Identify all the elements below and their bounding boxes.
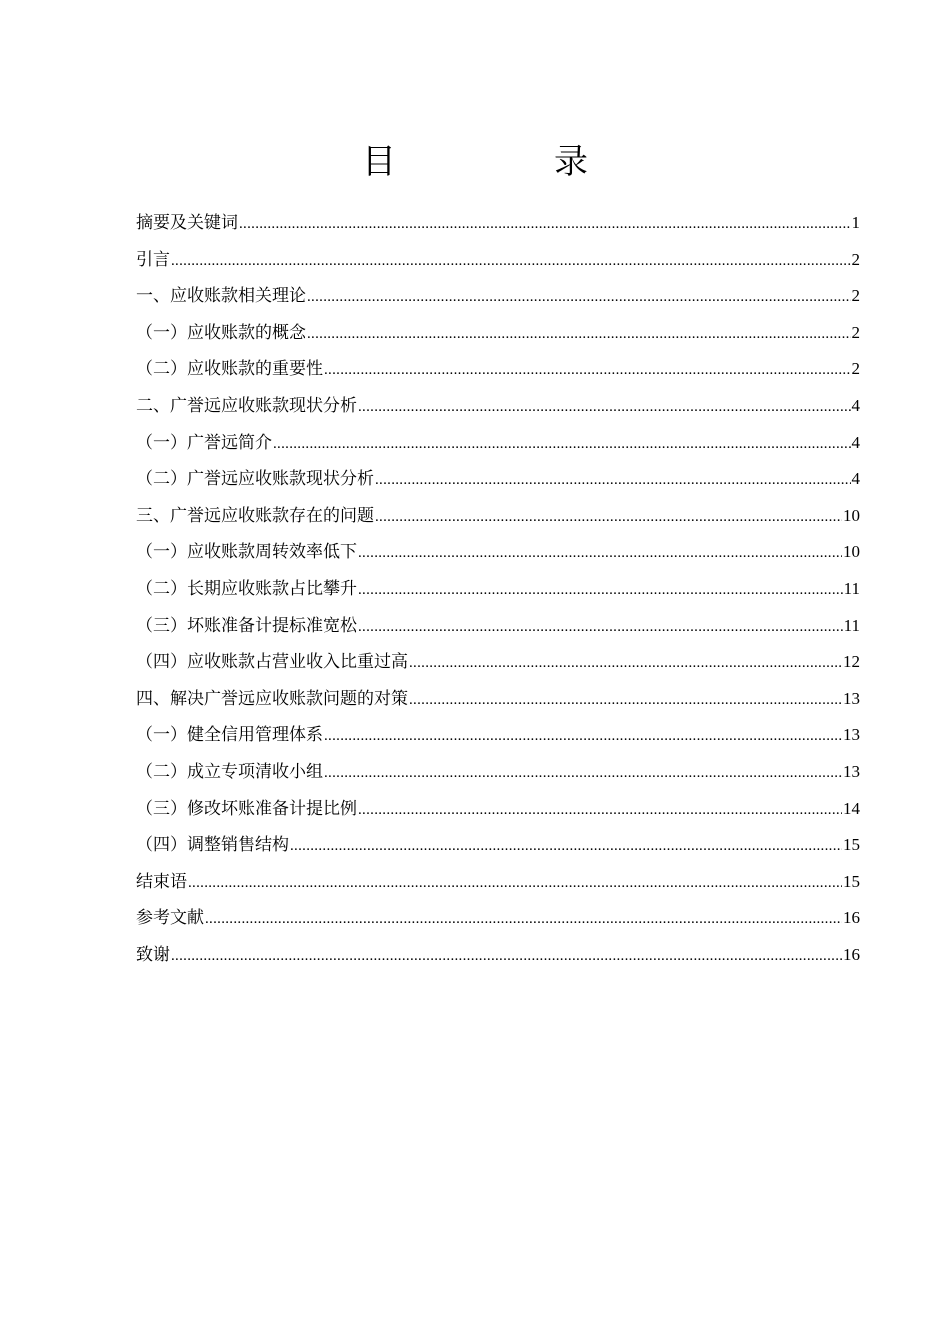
toc-dot-leader (171, 246, 851, 276)
toc-entry-page-number: 13 (843, 725, 860, 745)
toc-entry-label: （一）广誉远简介 (136, 432, 272, 453)
toc-entry[interactable] (136, 720, 860, 757)
toc-entry[interactable] (136, 867, 860, 904)
toc-entry-page-number: 10 (843, 542, 860, 562)
toc-entry-page-number: 4 (851, 432, 860, 452)
toc-entry[interactable] (136, 245, 860, 282)
toc-entry[interactable] (136, 757, 860, 794)
toc-entry-page-number: 2 (851, 359, 860, 379)
toc-entry-page-number: 12 (843, 652, 860, 672)
toc-entry-page-number: 13 (843, 761, 860, 781)
toc-entry-label: 摘要及关键词 (136, 213, 238, 233)
toc-dot-leader (324, 355, 851, 385)
toc-entry-label: 一、应收账款相关理论 (136, 286, 306, 307)
toc-entry-label: （三）坏账准备计提标准宽松 (136, 615, 357, 636)
toc-dot-leader (358, 795, 842, 825)
toc-entry-label: 四、解决广誉远应收账款问题的对策 (136, 688, 408, 709)
toc-entry-page-number: 15 (843, 835, 860, 855)
toc-dot-leader (324, 721, 842, 751)
toc-dot-leader (324, 758, 842, 788)
toc-entry-page-number: 2 (851, 249, 860, 269)
toc-entry-label: 三、广誉远应收账款存在的问题 (136, 505, 374, 526)
toc-dot-leader (307, 282, 851, 312)
toc-entry[interactable] (136, 574, 860, 611)
toc-entry-label: 二、广誉远应收账款现状分析 (136, 395, 357, 416)
toc-entry[interactable] (136, 537, 860, 574)
toc-entry-page-number: 16 (843, 908, 860, 928)
toc-entry[interactable] (136, 464, 860, 501)
toc-dot-leader (358, 612, 843, 642)
toc-entry[interactable] (136, 208, 860, 245)
toc-entry-label: （一）应收账款周转效率低下 (136, 542, 357, 563)
toc-entry-page-number: 11 (843, 615, 860, 635)
toc-entry[interactable] (136, 391, 860, 428)
toc-dot-leader (273, 429, 851, 459)
toc-entry-label: 参考文献 (136, 908, 204, 929)
toc-entry-label: （二）广誉远应收账款现状分析 (136, 469, 374, 490)
toc-dot-leader (290, 831, 842, 861)
toc-entry[interactable] (136, 940, 860, 977)
toc-entry-label: （一）健全信用管理体系 (136, 725, 323, 746)
toc-entry-label: 结束语 (136, 871, 187, 892)
toc-entry-page-number: 4 (851, 395, 860, 415)
toc-entry-page-number: 15 (843, 871, 860, 891)
toc-entry-page-number: 11 (843, 578, 860, 598)
toc-entry-label: （二）成立专项清收小组 (136, 761, 323, 782)
toc-entry[interactable] (136, 281, 860, 318)
toc-entry[interactable] (136, 903, 860, 940)
toc-entry[interactable] (136, 501, 860, 538)
toc-entry-label: 引言 (136, 249, 170, 270)
toc-dot-leader (375, 465, 851, 495)
toc-dot-leader (409, 685, 842, 715)
toc-entry[interactable] (136, 428, 860, 465)
toc-entry[interactable] (136, 318, 860, 355)
table-of-contents (136, 208, 860, 976)
toc-dot-leader (409, 648, 842, 678)
toc-entry[interactable] (136, 611, 860, 648)
toc-entry[interactable] (136, 684, 860, 721)
toc-entry-page-number: 2 (851, 322, 860, 342)
toc-entry-page-number: 2 (851, 286, 860, 306)
toc-dot-leader (307, 319, 851, 349)
toc-entry-label: （一）应收账款的概念 (136, 322, 306, 343)
toc-entry-page-number: 13 (843, 688, 860, 708)
toc-entry[interactable] (136, 794, 860, 831)
toc-dot-leader (358, 575, 843, 605)
toc-dot-leader (188, 868, 842, 898)
toc-entry-page-number: 4 (851, 469, 860, 489)
page-title: 目 录 (362, 142, 650, 182)
toc-entry-page-number: 10 (843, 505, 860, 525)
toc-dot-leader (239, 209, 851, 239)
toc-entry-label: （四）调整销售结构 (136, 835, 289, 856)
toc-dot-leader (375, 502, 842, 532)
toc-entry-page-number: 1 (851, 213, 860, 232)
toc-entry-label: （二）长期应收账款占比攀升 (136, 578, 357, 599)
toc-dot-leader (171, 941, 842, 971)
toc-dot-leader (358, 538, 842, 568)
toc-entry-label: （三）修改坏账准备计提比例 (136, 798, 357, 819)
toc-entry[interactable] (136, 830, 860, 867)
toc-entry-page-number: 16 (843, 944, 860, 964)
toc-entry-page-number: 14 (843, 798, 860, 818)
toc-entry[interactable] (136, 354, 860, 391)
toc-dot-leader (205, 904, 842, 934)
toc-dot-leader (358, 392, 851, 422)
toc-entry-label: （二）应收账款的重要性 (136, 359, 323, 380)
toc-entry[interactable] (136, 647, 860, 684)
toc-entry-label: 致谢 (136, 944, 170, 965)
toc-entry-label: （四）应收账款占营业收入比重过高 (136, 652, 408, 673)
